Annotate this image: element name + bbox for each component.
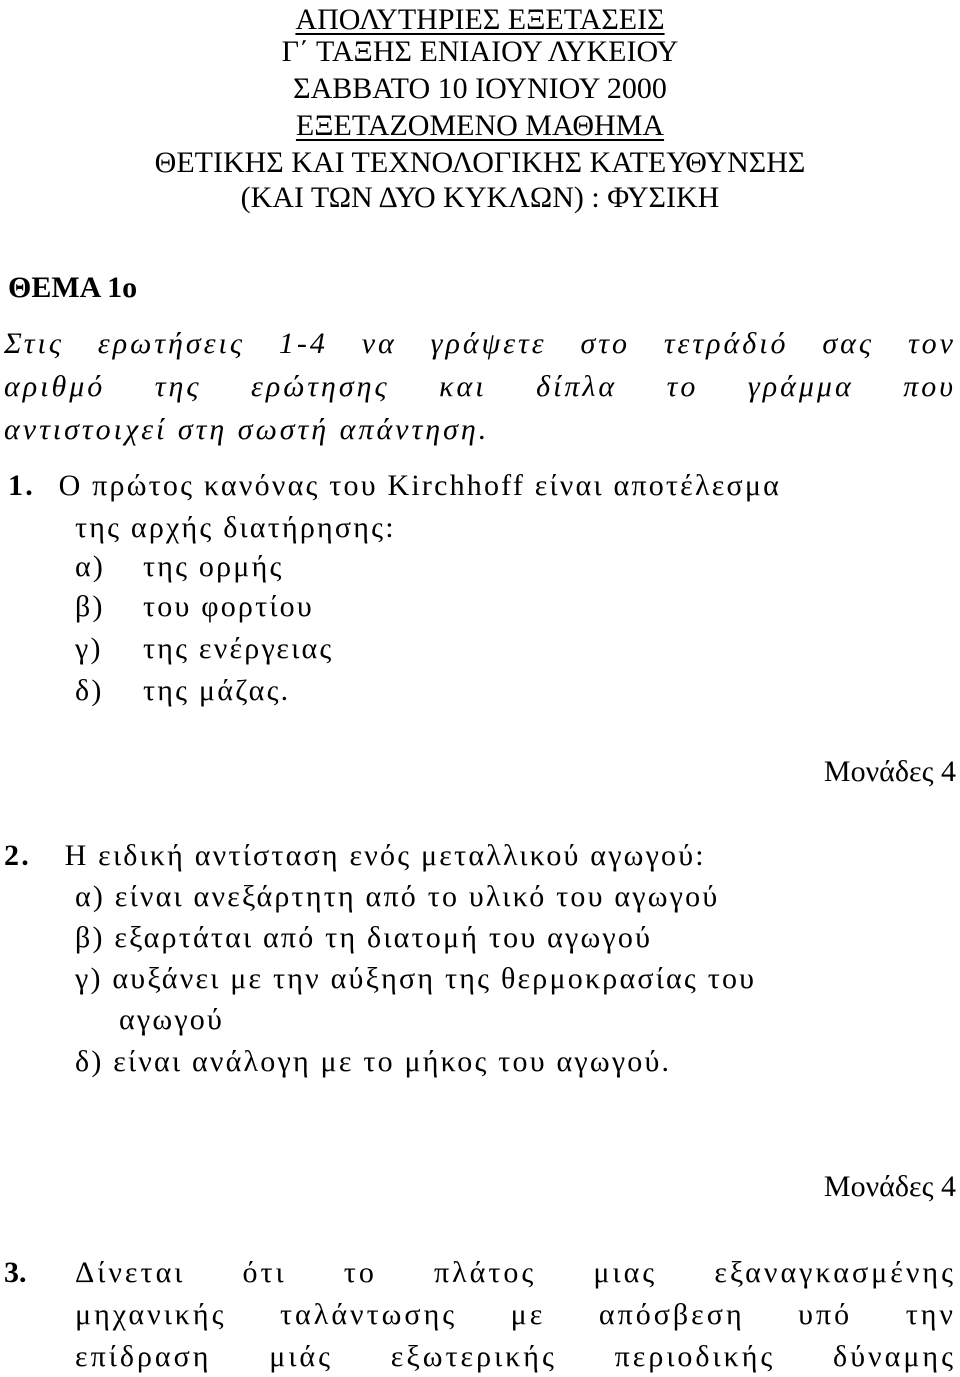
question-3-number: 3. <box>4 1256 27 1289</box>
question-2-points: Μονάδες 4 <box>823 1170 956 1203</box>
option-letter: γ) <box>75 632 103 665</box>
question-3-line-3: επίδραση μιάς εξωτερικής περιοδικής δύναμης <box>75 1340 956 1373</box>
question-3-line-1: Δίνεται ότι το πλάτος μιας εξαναγκασμένης <box>75 1256 956 1289</box>
question-3-line-2: μηχανικής ταλάντωσης με απόσβεση υπό την <box>75 1298 956 1331</box>
option-text: της ορμής <box>143 550 284 583</box>
question-2-option-c-continued: αγωγού <box>119 1003 225 1036</box>
question-1-stem: Ο πρώτος κανόνας του Kirchhoff είναι αποτέλεσμα <box>58 469 782 502</box>
question-2-option-c: γ) αυξάνει με την αύξηση της θερμοκρασίας του <box>75 962 757 995</box>
exam-header-date: ΣΑΒΒΑΤΟ 10 ΙΟΥΝΙΟΥ 2000 <box>293 72 667 105</box>
option-text: της ενέργειας <box>143 632 334 665</box>
instructions-line-1: Στις ερωτήσεις 1-4 να γράψετε στο τετράδιό σας τον <box>4 327 956 360</box>
question-1-option-a <box>75 547 284 587</box>
exam-header-grade: Γ΄ ΤΑΞΗΣ ΕΝΙΑΙΟΥ ΛΥΚΕΙΟΥ <box>281 35 679 68</box>
question-2-option-b: β) εξαρτάται από τη διατομή του αγωγού <box>75 921 653 954</box>
question-1-stem-line-2: της αρχής διατήρησης: <box>75 511 396 544</box>
question-1-option-d <box>75 671 290 711</box>
question-2-stem: Η ειδική αντίσταση ενός μεταλλικού αγωγού: <box>64 839 706 872</box>
question-2-option-a: α) είναι ανεξάρτητη από το υλικό του αγωγού <box>75 880 720 913</box>
instructions-line-2: αριθμό της ερώτησης και δίπλα το γράμμα που <box>4 370 956 403</box>
question-2-number: 2. <box>4 839 31 872</box>
instructions-line-3: αντιστοιχεί στη σωστή απάντηση. <box>4 413 490 446</box>
question-1-number: 1. <box>8 469 35 502</box>
option-text: του φορτίου <box>143 590 314 623</box>
exam-header-subject: (ΚΑΙ ΤΩΝ ΔΥΟ ΚΥΚΛΩΝ) : ΦΥΣΙΚΗ <box>240 181 720 214</box>
question-1-option-c <box>75 629 333 669</box>
exam-header-direction: ΘΕΤΙΚΗΣ ΚΑΙ ΤΕΧΝΟΛΟΓΙΚΗΣ ΚΑΤΕΥΘΥΝΣΗΣ <box>154 146 806 179</box>
question-1-option-b <box>75 587 314 627</box>
option-text: της μάζας. <box>143 674 291 707</box>
question-1-points: Μονάδες 4 <box>823 755 956 788</box>
topic-title: ΘΕΜΑ 1ο <box>8 271 138 304</box>
exam-header-title: ΑΠΟΛΥΤΗΡΙΕΣ ΕΞΕΤΑΣΕΙΣ <box>295 3 665 36</box>
option-letter: β) <box>75 590 105 623</box>
question-2-line-1 <box>4 836 706 876</box>
exam-header-subject-label: ΕΞΕΤΑΖΟΜΕΝΟ ΜΑΘΗΜΑ <box>295 109 665 142</box>
option-letter: α) <box>75 550 106 583</box>
option-letter: δ) <box>75 674 104 707</box>
question-2-option-d: δ) είναι ανάλογη με το μήκος του αγωγού. <box>75 1045 672 1078</box>
question-1-line-1 <box>8 466 781 506</box>
